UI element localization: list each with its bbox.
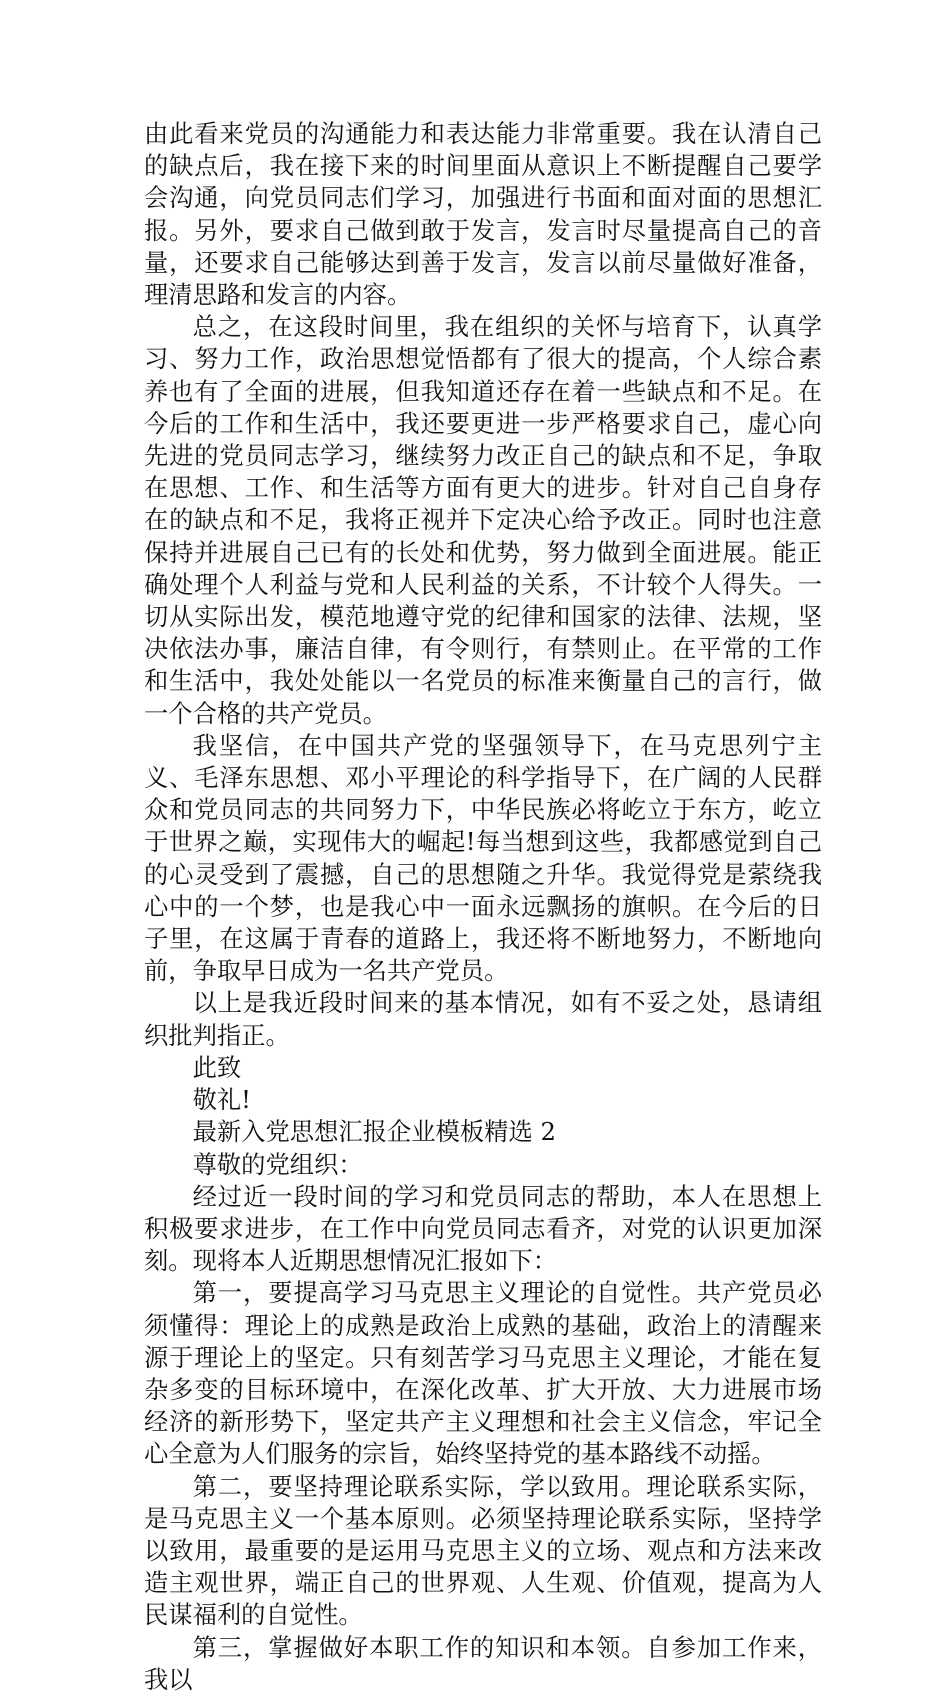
paragraph-point-one: 第一，要提高学习马克思主义理论的自觉性。共产党员必须懂得：理论上的成熟是政治上成熟的基础，政治上的清醒来源于理论上的坚定。只有刻苦学习马克思主义理论，才能在复杂多变的目标环境中，在深化改革、扩大开放、大力进展市场经济的新形势下，坚定共产主义理想和社会主义信念，牢记全心全意为人们服务的宗旨，始终坚持党的基本路线不动摇。	[144, 1278, 822, 1469]
document-page	[144, 118, 822, 1696]
paragraph-belief: 我坚信，在中国共产党的坚强领导下，在马克思列宁主义、毛泽东思想、邓小平理论的科学指导下，在广阔的人民群众和党员同志的共同努力下，中华民族必将屹立于东方，屹立于世界之巅，实现伟大的崛起!每当想到这些，我都感觉到自己的心灵受到了震撼，自己的思想随之升华。我觉得党是萦绕我心中的一个梦，也是我心中一面永远飘扬的旗帜。在今后的日子里，在这属于青春的道路上，我还将不断地努力，不断地向前，争取早日成为一名共产党员。	[144, 730, 822, 986]
paragraph-point-two: 第二，要坚持理论联系实际，学以致用。理论联系实际，是马克思主义一个基本原则。必须坚持理论联系实际，坚持学以致用，最重要的是运用马克思主义的立场、观点和方法来改造主观世界，端正自己的世界观、人生观、价值观，提高为人民谋福利的自觉性。	[144, 1471, 822, 1630]
paragraph-point-three: 第三，掌握做好本职工作的知识和本领。自参加工作来，我以	[144, 1632, 822, 1694]
closing-salute: 敬礼!	[192, 1085, 251, 1115]
section-title: 最新入党思想汇报企业模板精选 2	[192, 1117, 556, 1147]
paragraph-intro: 经过近一段时间的学习和党员同志的帮助，本人在思想上积极要求进步，在工作中向党员同志看齐，对党的认识更加深刻。现将本人近期思想情况汇报如下：	[144, 1181, 822, 1276]
paragraph-conclusion: 以上是我近段时间来的基本情况，如有不妥之处，恳请组织批判指正。	[144, 988, 822, 1050]
paragraph-communication: 由此看来党员的沟通能力和表达能力非常重要。我在认清自己的缺点后，我在接下来的时间里面从意识上不断提醒自己要学会沟通，向党员同志们学习，加强进行书面和面对面的思想汇报。另外，要求自己做到敢于发言，发言时尽量提高自己的音量，还要求自己能够达到善于发言，发言以前尽量做好准备，理清思路和发言的内容。	[144, 119, 822, 310]
closing-greeting: 此致	[192, 1052, 242, 1082]
salutation: 尊敬的党组织：	[192, 1149, 363, 1179]
paragraph-summary: 总之，在这段时间里，我在组织的关怀与培育下，认真学习、努力工作，政治思想觉悟都有了很大的提高，个人综合素养也有了全面的进展，但我知道还存在着一些缺点和不足。在今后的工作和生活中，我还要更进一步严格要求自己，虚心向先进的党员同志学习，继续努力改正自己的缺点和不足，争取在思想、工作、和生活等方面有更大的进步。针对自己自身存在的缺点和不足，我将正视并下定决心给予改正。同时也注意保持并进展自己已有的长处和优势，努力做到全面进展。能正确处理个人利益与党和人民利益的关系，不计较个人得失。一切从实际出发，模范地遵守党的纪律和国家的法律、法规，坚决依法办事，廉洁自律，有令则行，有禁则止。在平常的工作和生活中，我处处能以一名党员的标准来衡量自己的言行，做一个合格的共产党员。	[144, 312, 822, 728]
